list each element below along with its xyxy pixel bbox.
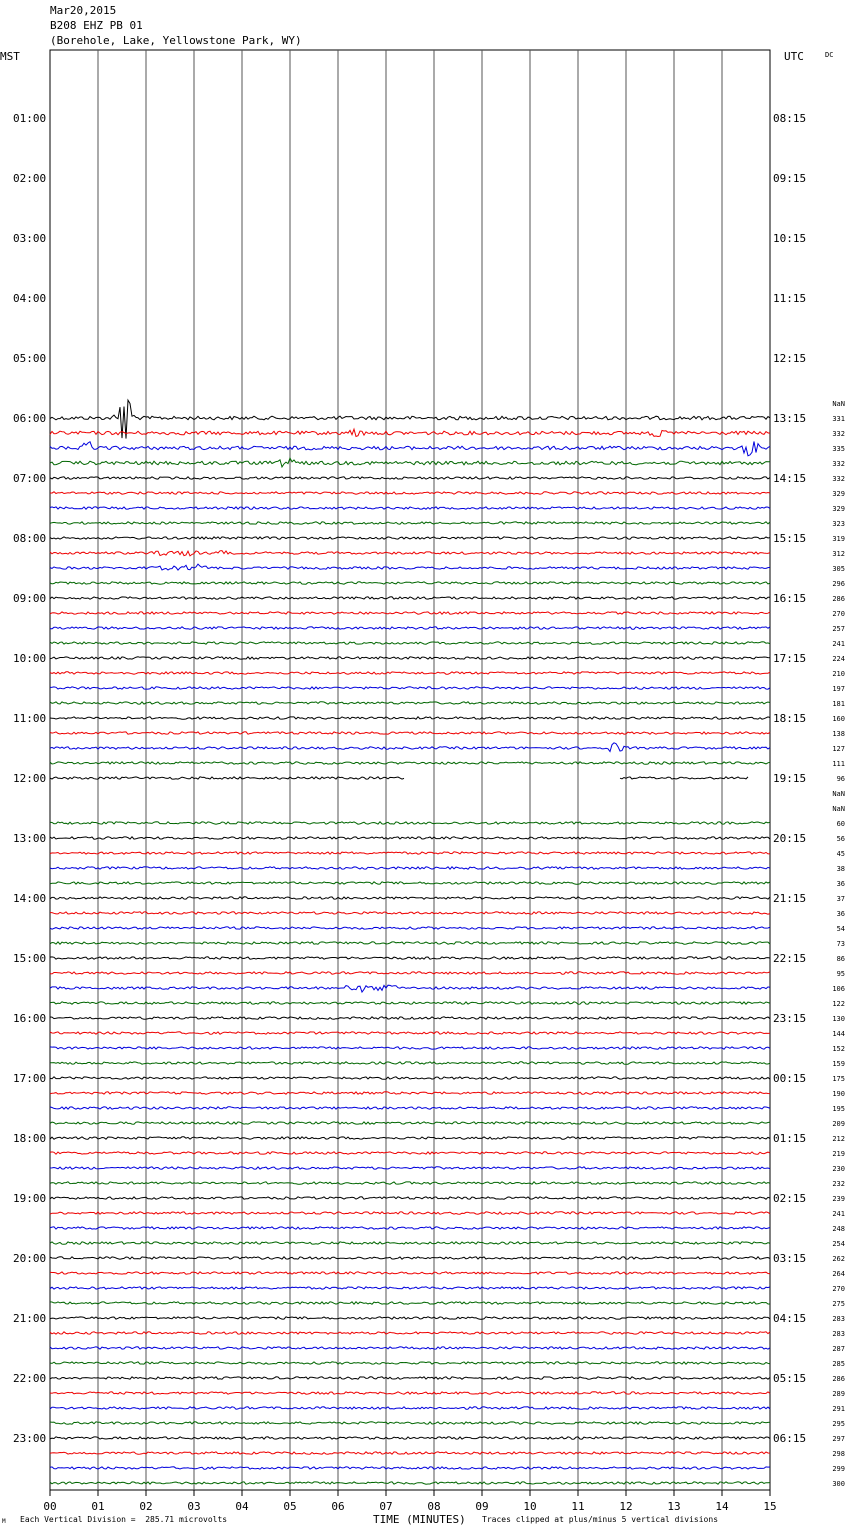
utc-hour-label: 12:15 <box>773 352 807 365</box>
trace-line <box>50 1062 770 1064</box>
trace-line <box>50 1287 770 1289</box>
x-tick-label: 06 <box>331 1500 345 1513</box>
trace-line <box>50 1002 770 1004</box>
x-tick-label: 08 <box>427 1500 441 1513</box>
row-value-label: 241 <box>832 640 845 648</box>
row-value-label: NaN <box>832 400 845 408</box>
right-zone-label: UTC <box>784 50 804 63</box>
row-value-label: 209 <box>832 1120 845 1128</box>
x-tick-label: 02 <box>139 1500 153 1513</box>
trace-line <box>50 1242 770 1244</box>
trace-line <box>50 1317 770 1319</box>
mst-hour-label: 11:00 <box>13 712 47 725</box>
trace-line <box>50 597 770 599</box>
station-label: B208 EHZ PB 01 <box>50 19 143 32</box>
x-tick-label: 01 <box>91 1500 105 1513</box>
utc-hour-label: 17:15 <box>773 652 807 665</box>
utc-hour-label: 01:15 <box>773 1132 807 1145</box>
utc-hour-label: 20:15 <box>773 832 807 845</box>
row-value-label: 38 <box>836 865 845 873</box>
trace-line <box>50 1272 770 1274</box>
trace-line <box>50 429 770 436</box>
row-value-label: 111 <box>832 760 845 768</box>
row-value-label: 230 <box>832 1165 845 1173</box>
row-value-label: 329 <box>832 490 845 498</box>
trace-line <box>50 852 770 854</box>
row-value-label: 264 <box>832 1270 845 1278</box>
row-value-label: 96 <box>836 775 845 783</box>
row-value-label: 332 <box>832 475 845 483</box>
utc-hour-label: 10:15 <box>773 232 807 245</box>
trace-line <box>50 537 770 539</box>
utc-hour-label: 16:15 <box>773 592 807 605</box>
trace-line <box>50 672 770 674</box>
mst-hour-label: 01:00 <box>13 112 47 125</box>
trace-line <box>50 777 404 779</box>
row-value-label: 285 <box>832 1360 845 1368</box>
trace-line <box>50 1212 770 1214</box>
corner-mark: M <box>2 1518 6 1525</box>
row-value-label: 323 <box>832 520 845 528</box>
trace-line <box>50 458 770 467</box>
trace-line <box>50 1017 770 1019</box>
row-value-label: 335 <box>832 445 845 453</box>
utc-hour-label: 13:15 <box>773 412 807 425</box>
row-value-label: 181 <box>832 700 845 708</box>
corner-label: DC <box>825 51 834 59</box>
row-value-label: 197 <box>832 685 845 693</box>
row-value-label: 130 <box>832 1015 845 1023</box>
trace-line <box>50 657 770 659</box>
trace-line <box>50 972 770 974</box>
row-value-label: 286 <box>832 1375 845 1383</box>
row-value-label: 95 <box>836 970 845 978</box>
utc-hour-label: 08:15 <box>773 112 807 125</box>
row-value-label: 297 <box>832 1435 845 1443</box>
row-value-label: 60 <box>836 820 845 828</box>
trace-line <box>50 477 770 479</box>
trace-line <box>50 912 770 914</box>
row-value-label: 275 <box>832 1300 845 1308</box>
row-value-label: 332 <box>832 430 845 438</box>
trace-line <box>50 612 770 614</box>
mst-hour-label: 15:00 <box>13 952 47 965</box>
row-value-label: 248 <box>832 1225 845 1233</box>
row-value-label: 332 <box>832 460 845 468</box>
mst-hour-label: 02:00 <box>13 172 47 185</box>
trace-line <box>50 1152 770 1154</box>
trace-line <box>50 702 770 704</box>
row-value-label: 36 <box>836 910 845 918</box>
utc-hour-label: 04:15 <box>773 1312 807 1325</box>
trace-line <box>50 1197 770 1199</box>
trace-line <box>50 717 770 719</box>
trace-line <box>50 897 770 899</box>
trace-line <box>50 507 770 509</box>
row-value-label: 138 <box>832 730 845 738</box>
mst-hour-label: 12:00 <box>13 772 47 785</box>
row-value-label: 159 <box>832 1060 845 1068</box>
mst-hour-label: 16:00 <box>13 1012 47 1025</box>
left-zone-label: MST <box>0 50 20 63</box>
row-value-label: 127 <box>832 745 845 753</box>
mst-hour-label: 23:00 <box>13 1432 47 1445</box>
utc-hour-label: 05:15 <box>773 1372 807 1385</box>
trace-line <box>50 1107 770 1109</box>
trace-line <box>50 1467 770 1469</box>
row-value-label: 331 <box>832 415 845 423</box>
trace-line <box>50 1182 770 1184</box>
trace-line <box>50 1077 770 1079</box>
scale-note: Each Vertical Division = 285.71 microvolts <box>20 1515 228 1524</box>
x-tick-label: 15 <box>763 1500 777 1513</box>
trace-line <box>50 1122 770 1124</box>
trace-line <box>50 1227 770 1229</box>
trace-line <box>50 1257 770 1259</box>
mst-hour-label: 14:00 <box>13 892 47 905</box>
row-value-label: 295 <box>832 1420 845 1428</box>
utc-hour-label: 02:15 <box>773 1192 807 1205</box>
trace-line <box>50 1392 770 1394</box>
trace-line <box>50 1407 770 1409</box>
row-value-label: 305 <box>832 565 845 573</box>
row-value-label: 54 <box>836 925 845 933</box>
row-value-label: 106 <box>832 985 845 993</box>
trace-line <box>50 743 770 752</box>
x-tick-label: 05 <box>283 1500 297 1513</box>
trace-line <box>50 551 770 556</box>
x-tick-label: 04 <box>235 1500 249 1513</box>
row-value-label: 289 <box>832 1390 845 1398</box>
row-value-label: 195 <box>832 1105 845 1113</box>
row-value-label: 219 <box>832 1150 845 1158</box>
trace-line <box>50 985 770 992</box>
mst-hour-label: 04:00 <box>13 292 47 305</box>
mst-hour-label: 18:00 <box>13 1132 47 1145</box>
utc-hour-label: 03:15 <box>773 1252 807 1265</box>
row-value-label: 291 <box>832 1405 845 1413</box>
row-value-label: 160 <box>832 715 845 723</box>
utc-hour-label: 21:15 <box>773 892 807 905</box>
x-tick-label: 14 <box>715 1500 729 1513</box>
clip-note: Traces clipped at plus/minus 5 vertical divisions <box>482 1515 719 1524</box>
trace-line <box>50 582 770 584</box>
row-value-label: 190 <box>832 1090 845 1098</box>
mst-hour-label: 05:00 <box>13 352 47 365</box>
mst-hour-label: 21:00 <box>13 1312 47 1325</box>
utc-hour-label: 23:15 <box>773 1012 807 1025</box>
trace-line <box>50 522 770 524</box>
trace-line <box>50 1362 770 1364</box>
trace-line <box>50 942 770 944</box>
row-value-label: 286 <box>832 595 845 603</box>
trace-line <box>50 732 770 734</box>
mst-hour-label: 07:00 <box>13 472 47 485</box>
row-value-label: 36 <box>836 880 845 888</box>
row-value-label: 299 <box>832 1465 845 1473</box>
row-value-label: NaN <box>832 790 845 798</box>
mst-hour-label: 03:00 <box>13 232 47 245</box>
row-value-label: 232 <box>832 1180 845 1188</box>
trace-line <box>50 1137 770 1139</box>
utc-hour-label: 09:15 <box>773 172 807 185</box>
row-value-label: 270 <box>832 610 845 618</box>
row-value-label: 287 <box>832 1345 845 1353</box>
trace-line <box>50 837 770 839</box>
x-tick-label: 11 <box>571 1500 585 1513</box>
x-tick-label: 03 <box>187 1500 201 1513</box>
utc-hour-label: 18:15 <box>773 712 807 725</box>
row-value-label: 144 <box>832 1030 845 1038</box>
row-value-label: 224 <box>832 655 845 663</box>
row-value-label: 283 <box>832 1330 845 1338</box>
row-value-label: NaN <box>832 805 845 813</box>
row-value-label: 175 <box>832 1075 845 1083</box>
utc-hour-label: 22:15 <box>773 952 807 965</box>
x-tick-label: 12 <box>619 1500 633 1513</box>
x-tick-label: 00 <box>43 1500 57 1513</box>
utc-hour-label: 11:15 <box>773 292 807 305</box>
trace-line <box>50 642 770 644</box>
utc-hour-label: 15:15 <box>773 532 807 545</box>
trace-line <box>50 1452 770 1454</box>
row-value-label: 283 <box>832 1315 845 1323</box>
trace-line <box>50 1422 770 1424</box>
row-value-label: 270 <box>832 1285 845 1293</box>
row-value-label: 37 <box>836 895 845 903</box>
utc-hour-label: 06:15 <box>773 1432 807 1445</box>
row-value-label: 212 <box>832 1135 845 1143</box>
trace-line <box>50 867 770 869</box>
trace-line <box>50 927 770 929</box>
row-value-label: 45 <box>836 850 845 858</box>
x-tick-label: 09 <box>475 1500 489 1513</box>
trace-line <box>50 1167 770 1169</box>
trace-line <box>50 1482 770 1484</box>
row-value-label: 152 <box>832 1045 845 1053</box>
x-axis-label: TIME (MINUTES) <box>373 1513 466 1526</box>
trace-line <box>50 1332 770 1334</box>
trace-line <box>50 762 770 764</box>
trace-line <box>50 1302 770 1304</box>
row-value-label: 312 <box>832 550 845 558</box>
mst-hour-label: 06:00 <box>13 412 47 425</box>
trace-line <box>620 777 748 779</box>
mst-hour-label: 09:00 <box>13 592 47 605</box>
utc-hour-label: 14:15 <box>773 472 807 485</box>
trace-line <box>50 1347 770 1349</box>
row-value-label: 329 <box>832 505 845 513</box>
trace-line <box>50 442 770 456</box>
trace-line <box>50 1437 770 1439</box>
utc-hour-label: 19:15 <box>773 772 807 785</box>
mst-hour-label: 17:00 <box>13 1072 47 1085</box>
trace-line <box>50 957 770 959</box>
trace-line <box>50 627 770 629</box>
trace-line <box>50 1047 770 1049</box>
trace-line <box>50 1092 770 1094</box>
trace-line <box>50 822 770 824</box>
trace-line <box>50 564 770 570</box>
mst-hour-label: 08:00 <box>13 532 47 545</box>
trace-line <box>50 882 770 884</box>
trace-line <box>50 1032 770 1034</box>
x-tick-label: 13 <box>667 1500 681 1513</box>
utc-hour-label: 00:15 <box>773 1072 807 1085</box>
row-value-label: 73 <box>836 940 845 948</box>
row-value-label: 210 <box>832 670 845 678</box>
row-value-label: 319 <box>832 535 845 543</box>
row-value-label: 56 <box>836 835 845 843</box>
row-value-label: 254 <box>832 1240 845 1248</box>
trace-line <box>50 492 770 494</box>
row-value-label: 262 <box>832 1255 845 1263</box>
row-value-label: 296 <box>832 580 845 588</box>
row-value-label: 257 <box>832 625 845 633</box>
row-value-label: 86 <box>836 955 845 963</box>
x-tick-label: 10 <box>523 1500 537 1513</box>
x-tick-label: 07 <box>379 1500 393 1513</box>
row-value-label: 298 <box>832 1450 845 1458</box>
trace-line <box>50 687 770 689</box>
row-value-label: 239 <box>832 1195 845 1203</box>
mst-hour-label: 13:00 <box>13 832 47 845</box>
date-label: Mar20,2015 <box>50 4 117 17</box>
mst-hour-label: 10:00 <box>13 652 47 665</box>
mst-hour-label: 22:00 <box>13 1372 47 1385</box>
mst-hour-label: 20:00 <box>13 1252 47 1265</box>
row-value-label: 300 <box>832 1480 845 1488</box>
row-value-label: 122 <box>832 1000 845 1008</box>
location-label: (Borehole, Lake, Yellowstone Park, WY) <box>50 34 302 47</box>
row-value-label: 241 <box>832 1210 845 1218</box>
trace-line <box>50 1377 770 1379</box>
mst-hour-label: 19:00 <box>13 1192 47 1205</box>
